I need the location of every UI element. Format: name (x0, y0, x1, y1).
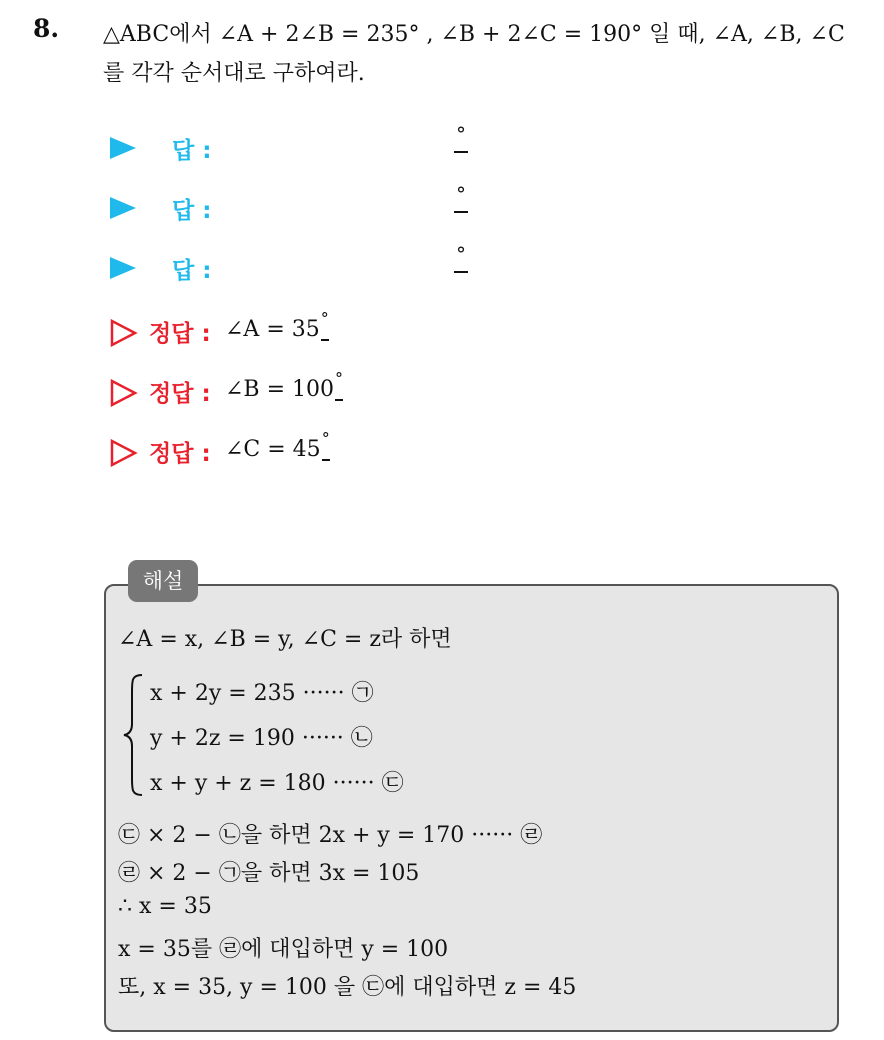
question-text-line-2: 를 각각 순서대로 구하여라. (103, 61, 365, 86)
system-equation-3: x + y + z = 180 ······ ㉢ (150, 771, 404, 796)
question-text-line-1: △ABC에서 ∠A + 2∠B = 235° , ∠B + 2∠C = 190° 일 때, ∠A, ∠B, ∠C (103, 22, 845, 47)
answer-blank[interactable] (454, 243, 468, 265)
degree-unit: ° (456, 242, 466, 266)
correct-label: 정답 : (149, 441, 211, 467)
explanation-step-4: x = 35를 ㉣에 대입하면 y = 100 (118, 937, 449, 962)
correct-answer-row-2 (108, 369, 708, 413)
hollow-arrow-icon (110, 379, 138, 407)
correct-answer-row-3 (108, 429, 708, 473)
correct-value: ∠B = 100° (225, 369, 344, 402)
answer-label: 답 : (172, 258, 212, 284)
answer-label: 답 : (172, 138, 212, 164)
explanation-tab: 해설 (128, 560, 198, 602)
system-equation-2: y + 2z = 190 ······ ㉡ (150, 726, 373, 751)
question-number: 8. (33, 14, 60, 43)
degree-unit: ° (456, 182, 466, 206)
hollow-arrow-icon (110, 319, 138, 347)
correct-value: ∠C = 45° (225, 429, 330, 462)
explanation-intro: ∠A = x, ∠B = y, ∠C = z라 하면 (118, 627, 452, 652)
correct-label: 정답 : (149, 321, 211, 347)
hollow-arrow-icon (110, 439, 138, 467)
explanation-step-2: ㉣ × 2 − ㉠을 하면 3x = 105 (118, 861, 420, 886)
answer-blank[interactable] (454, 183, 468, 205)
correct-label: 정답 : (149, 381, 211, 407)
answer-label: 답 : (172, 198, 212, 224)
explanation-step-1: ㉢ × 2 − ㉡을 하면 2x + y = 170 ······ ㉣ (118, 823, 543, 848)
answer-row-2[interactable] (108, 182, 708, 229)
play-arrow-icon (110, 197, 136, 219)
play-arrow-icon (110, 137, 136, 159)
explanation-step-5: 또, x = 35, y = 100 을 ㉢에 대입하면 z = 45 (118, 975, 577, 1000)
degree-unit: ° (456, 122, 466, 146)
play-arrow-icon (110, 257, 136, 279)
answer-blank[interactable] (454, 123, 468, 145)
system-brace (120, 672, 146, 798)
explanation-step-3: ∴ x = 35 (118, 894, 212, 919)
correct-answer-row-1 (108, 309, 708, 353)
answer-row-1[interactable] (108, 122, 708, 169)
system-equation-1: x + 2y = 235 ······ ㉠ (150, 681, 374, 706)
answer-row-3[interactable] (108, 242, 708, 289)
correct-value: ∠A = 35° (225, 309, 329, 342)
